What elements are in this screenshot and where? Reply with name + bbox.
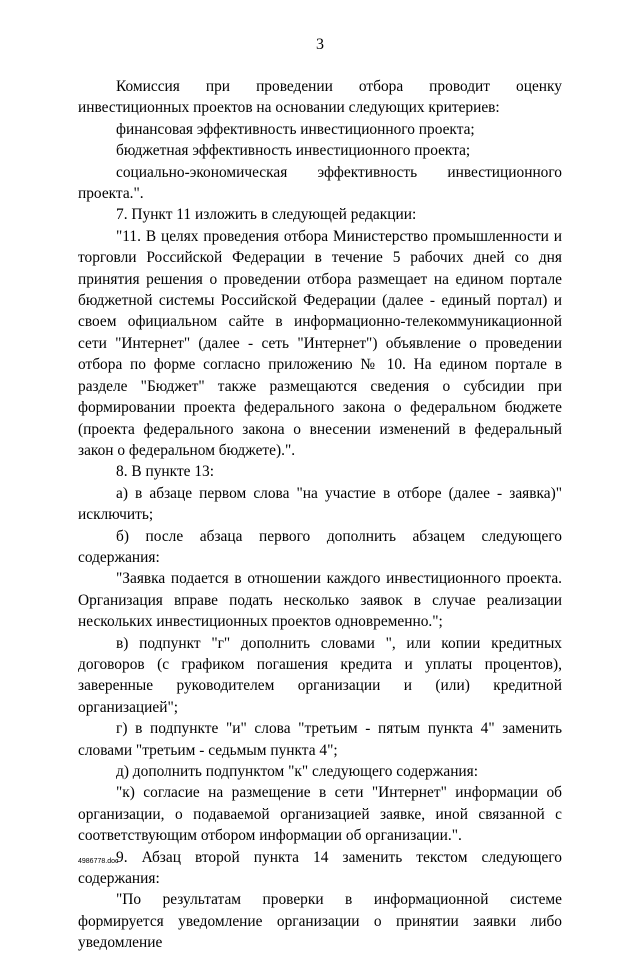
paragraph: д) дополнить подпунктом "к" следующего содержания: — [116, 763, 479, 780]
paragraph: а) в абзаце первом слова "на участие в отборе (далее - заявка)" исключить; — [78, 484, 562, 524]
paragraph: в) подпункт "г" дополнить словами ", или копии кредитных договоров (с графиком погашения кредита и уплаты процентов), заверенные руководителем организации и (или) кредитной организацией"; — [78, 634, 562, 716]
paragraph: "к) согласие на размещение в сети "Интернет" информации об организации, о подаваемой организацией заявке, иной связанной с соответствующим отбором информации об организации.". — [78, 784, 562, 845]
paragraph: 9. Абзац второй пункта 14 заменить текстом следующего содержания: — [78, 848, 562, 888]
paragraph: "По результатам проверки в информационной системе формируется уведомление организации о принятии заявки либо уведомление — [78, 891, 562, 952]
paragraph: б) после абзаца первого дополнить абзацем следующего содержания: — [78, 527, 562, 566]
paragraph: финансовая эффективность инвестиционного проекта; — [116, 120, 475, 138]
paragraph: 8. В пункте 13: — [116, 463, 215, 481]
paragraph: Комиссия при проведении отбора проводит оценку инвестиционных проектов на основании следующих критериев: — [78, 78, 562, 117]
file-name-footer: 4986778.doc — [78, 858, 119, 865]
page-number: 3 — [316, 36, 324, 53]
paragraph: г) в подпункте "и" слова "третьим - пятым пункта 4" заменить словами "третьим - седьмым пункта 4"; — [78, 720, 562, 759]
document-body — [78, 76, 562, 954]
paragraph: 7. Пункт 11 изложить в следующей редакции: — [116, 206, 417, 224]
paragraph: социально-экономическая эффективность инвестиционного проекта.". — [78, 163, 562, 203]
paragraph: бюджетная эффективность инвестиционного проекта; — [116, 142, 471, 160]
paragraph: "Заявка подается в отношении каждого инвестиционного проекта. Организация вправе подать несколько заявок в случае реализации нескольких инвестиционных проектов одновременно."; — [78, 570, 562, 631]
paragraph: "11. В целях проведения отбора Министерство промышленности и торговли Российской Федерации в течение 5 рабочих дней со дня принятия решения о проведении отбора размещает на едином портале бюджетной системы Российской Федерации (далее - единый портал) и своем официальном сайте в информационно-телекоммуникационной сети "Интернет" (далее - сеть "Интернет") объявление о проведении отбора по форме согласно приложению № 10. На едином портале в разделе "Бюджет" также размещаются сведения о субсидии при формировании проекта федерального закона о федеральном бюджете (проекта федерального закона о внесении изменений в федеральный закон о федеральном бюджете).". — [78, 227, 562, 459]
